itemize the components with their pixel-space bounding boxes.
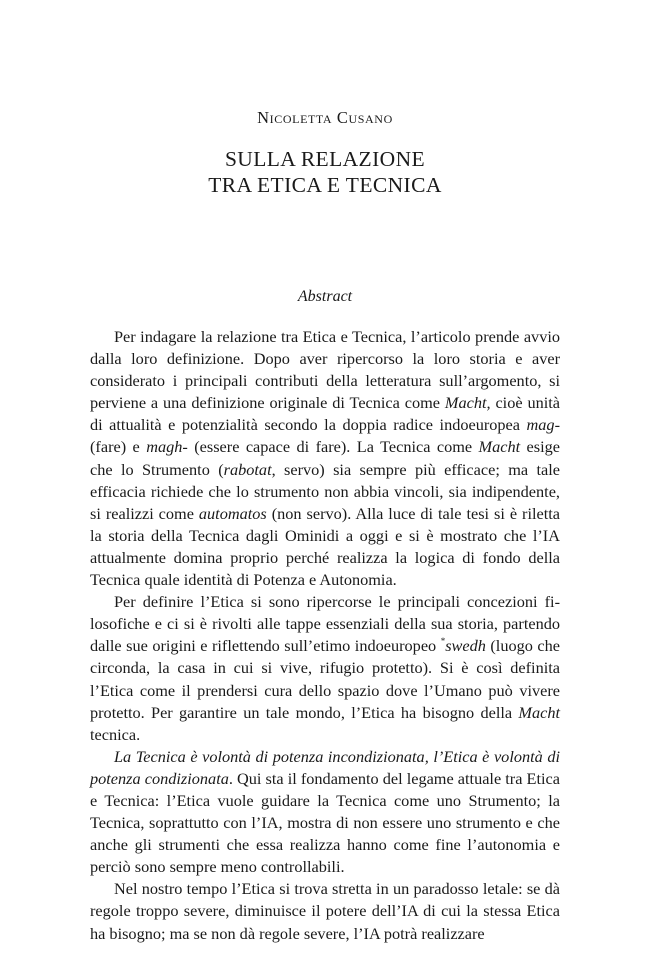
abstract-body: [90, 326, 560, 945]
paragraph-4: [90, 878, 560, 944]
text-run: , servo) sia sempre più efficace; ma tale efficacia richiede che lo strumento non abbia vincoli, sia indipendente, si realizzi come: [90, 459, 560, 523]
italic-term: swedh: [445, 636, 486, 656]
text-run: tecnica.: [90, 724, 141, 744]
paragraph-3: [90, 746, 560, 879]
paragraph-1: [90, 326, 560, 591]
italic-term: magh-: [146, 437, 188, 457]
text-run: . Qui sta il fondamento del legame attuale tra Etica e Tecnica: l’Etica vuole guidare la Tecnica come uno Strumento; la Tecnica, soprattutto con l’IA, mostra di non essere uno strumento e che anche gli strumenti che essa realizza hanno come fine l’autonomia e perciò sono sempre meno controllabili.: [90, 768, 560, 877]
italic-term: Macht: [478, 437, 521, 457]
italic-term: rabotat: [223, 459, 272, 479]
text-run: (luogo che circonda, la casa in cui si vive, rifugio protetto). Si è così definita l’Etica come il prendersi cura dello spazio dove l’Umano può vivere protetto. Per garantire un tale mondo, l’Etica ha bisogno della: [90, 636, 560, 722]
reconstructed-form-asterisk: *: [440, 636, 446, 647]
author-name: Nicoletta Cusano: [257, 108, 393, 127]
paragraph-2: [90, 591, 560, 746]
italic-term: Macht,: [444, 393, 491, 413]
italic-term: Macht: [518, 702, 560, 722]
text-run: (essere capace di fare). La Tecnica come: [187, 437, 479, 457]
text-run: cioè unità di attualità e potenzialità secondo la doppia radice indoeuropea: [90, 393, 561, 435]
text-run: (fare) e: [90, 437, 147, 457]
title-line-1: SULLA RELAZIONE: [224, 147, 426, 171]
text-run: Nel nostro tempo l’Etica si trova stretta in un paradosso letale: se dà regole troppo severe, diminuisce il potere dell’IA di cui la stessa Etica ha bisogno; ma se non dà regole severe, l’IA potrà realizzare: [90, 879, 560, 943]
italic-thesis: La Tecnica è volontà di potenza incondizionata, l’Etica è volontà di potenza condizionata: [90, 746, 560, 788]
text-run: (non servo). Alla luce di tale tesi si è riletta la storia della Tecnica dagli Ominidi a oggi e si è mostrato che l’IA attualmente domina proprio perché realizza la logica di fondo della Tecnica quale identità di Potenza e Autonomia.: [90, 503, 560, 590]
text-run: Per definire l’Etica si sono ripercorse le principali concezioni filosofiche e ci si è rivolti alle tappe essenziali della sua storia, partendo dalle sue origini e riflettendo sull’etimo indoeuropeo: [90, 592, 560, 656]
abstract-heading: Abstract: [297, 288, 353, 305]
text-run: esige che lo Strumento (: [90, 437, 561, 479]
italic-term: automatos: [198, 503, 267, 523]
article-title: [0, 146, 650, 198]
title-line-2: TRA ETICA E TECNICA: [208, 173, 442, 197]
text-run: Per indagare la relazione tra Etica e Tecnica, l’articolo prende avvio dalla loro definizione. Dopo aver ripercorso la loro storia e aver considerato i principali contributi della letteratura sull’argomento, si perviene a una definizione originale di Tecnica come: [90, 327, 560, 413]
italic-term: mag-: [526, 415, 560, 435]
